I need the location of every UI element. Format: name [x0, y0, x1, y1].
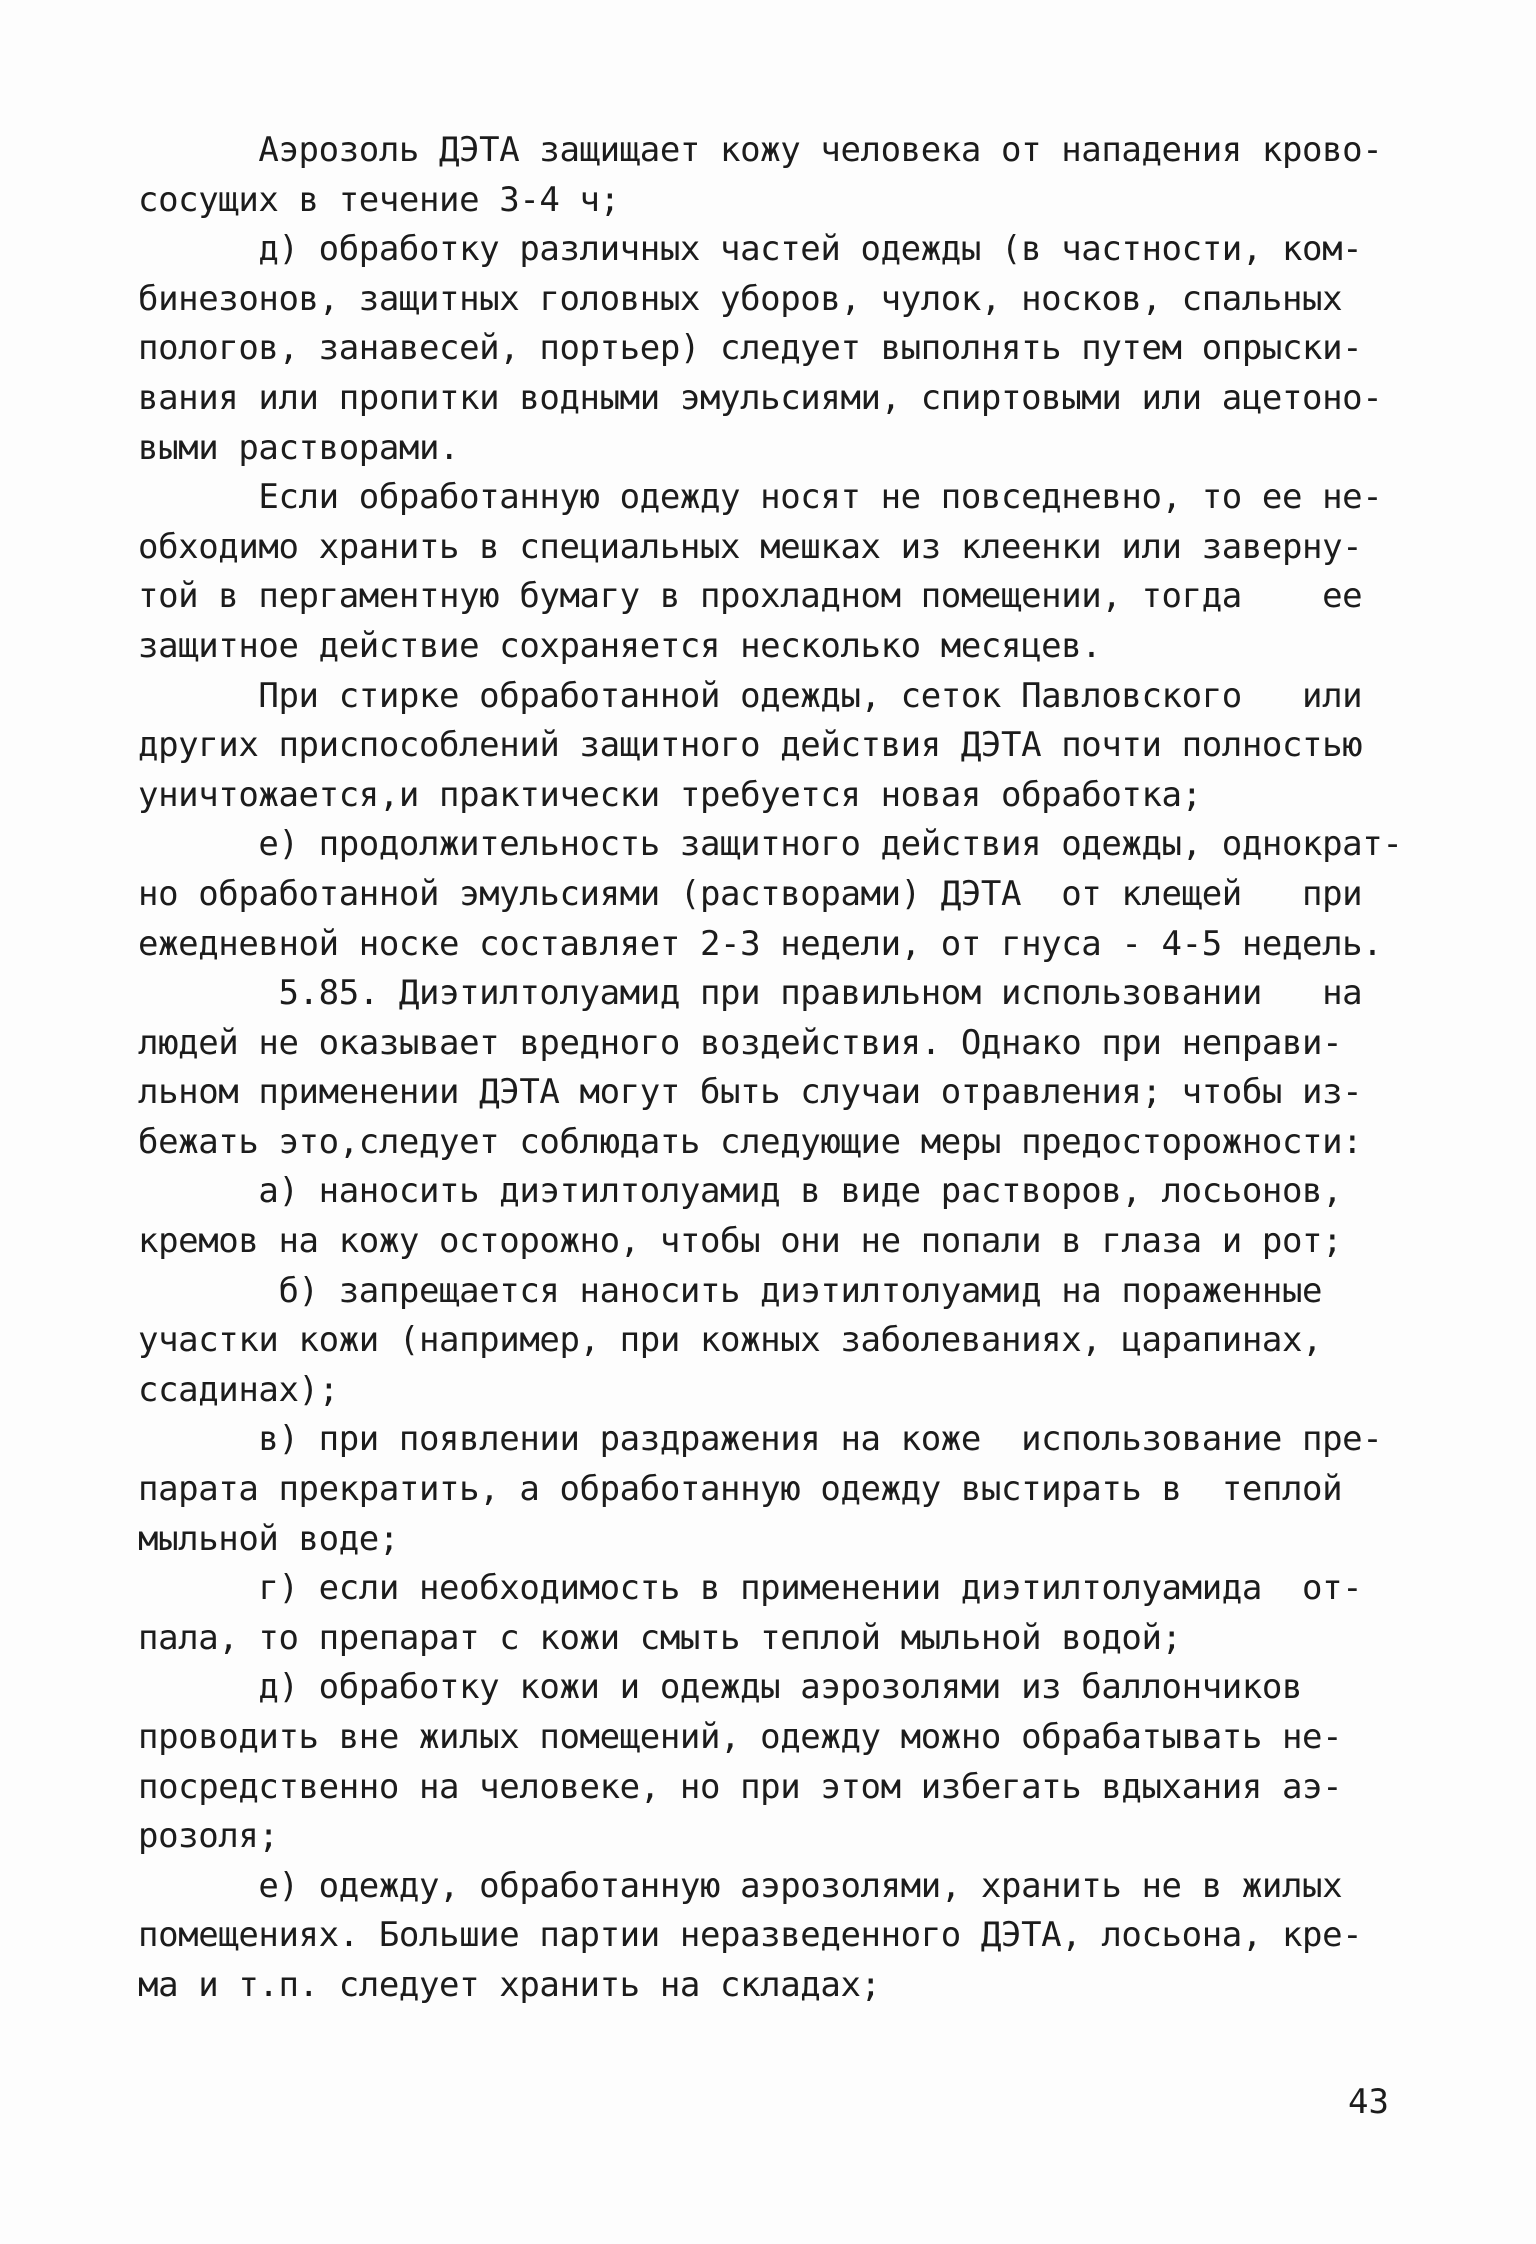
text-line: уничтожается,и практически требуется новая обработка; — [138, 774, 1202, 815]
text-line: проводить вне жилых помещений, одежду можно обрабатывать не- — [138, 1717, 1343, 1757]
text-line: других приспособлений защитного действия ДЭТА почти полностью — [138, 725, 1363, 766]
text-line: а) наносить диэтилтолуамид в виде растворов, лосьонов, — [138, 1171, 1343, 1212]
text-line: пала, то препарат с кожи смыть теплой мыльной водой; — [138, 1617, 1182, 1658]
text-line: сосущих в течение 3-4 ч; — [138, 179, 620, 220]
text-line: выми растворами. — [138, 427, 460, 468]
text-line: парата прекратить, а обработанную одежду выстирать в теплой — [138, 1469, 1343, 1510]
text-line: людей не оказывает вредного воздействия. Однако при неправи- — [138, 1022, 1343, 1063]
text-line: защитное действие сохраняется несколько месяцев. — [138, 625, 1102, 666]
text-line: При стирке обработанной одежды, сеток Павловского или — [138, 675, 1363, 716]
text-line: бежать это,следует соблюдать следующие меры предосторожности: — [138, 1121, 1363, 1162]
text-line: Аэрозоль ДЭТА защищает кожу человека от нападения крово- — [138, 130, 1383, 170]
text-line: ссадинах); — [138, 1369, 339, 1410]
document-body-text — [138, 126, 1408, 2011]
text-line: д) обработку различных частей одежды (в частности, ком- — [138, 229, 1363, 270]
text-line: льном применении ДЭТА могут быть случаи отравления; чтобы из- — [138, 1072, 1363, 1113]
text-line: посредственно на человеке, но при этом избегать вдыхания аэ- — [138, 1766, 1343, 1807]
text-line: б) запрещается наносить диэтилтолуамид на пораженные — [138, 1270, 1323, 1311]
text-line: 5.85. Диэтилтолуамид при правильном использовании на — [138, 973, 1363, 1014]
text-line: в) при появлении раздражения на коже использование пре- — [138, 1419, 1383, 1460]
text-line: бинезонов, защитных головных уборов, чулок, носков, спальных — [138, 278, 1343, 319]
text-line: обходимо хранить в специальных мешках из клеенки или заверну- — [138, 526, 1363, 567]
text-line: мыльной воде; — [138, 1518, 399, 1559]
text-line: той в пергаментную бумагу в прохладном помещении, тогда ее — [138, 576, 1363, 617]
page-number: 43 — [1348, 2082, 1389, 2122]
text-line: г) если необходимость в применении диэтилтолуамида от- — [138, 1568, 1363, 1609]
text-line: е) одежду, обработанную аэрозолями, хранить не в жилых — [138, 1865, 1343, 1906]
text-line: пологов, занавесей, портьер) следует выполнять путем опрыски- — [138, 328, 1363, 369]
text-line: участки кожи (например, при кожных заболеваниях, царапинах, — [138, 1320, 1323, 1361]
text-line: но обработанной эмульсиями (растворами) ДЭТА от клещей при — [138, 873, 1363, 914]
text-line: е) продолжительность защитного действия одежды, однократ- — [138, 824, 1403, 865]
text-line: розоля; — [138, 1816, 279, 1857]
text-line: Если обработанную одежду носят не повседневно, то ее не- — [138, 477, 1383, 518]
text-line: ма и т.п. следует хранить на складах; — [138, 1964, 881, 2005]
text-line: ежедневной носке составляет 2-3 недели, от гнуса - 4-5 недель. — [138, 923, 1383, 964]
text-line: помещениях. Большие партии неразведенного ДЭТА, лосьона, кре- — [138, 1915, 1363, 1956]
text-line: д) обработку кожи и одежды аэрозолями из баллончиков — [138, 1667, 1303, 1708]
text-line: кремов на кожу осторожно, чтобы они не попали в глаза и рот; — [138, 1221, 1343, 1262]
text-line: вания или пропитки водными эмульсиями, спиртовыми или ацетоно- — [138, 377, 1383, 418]
